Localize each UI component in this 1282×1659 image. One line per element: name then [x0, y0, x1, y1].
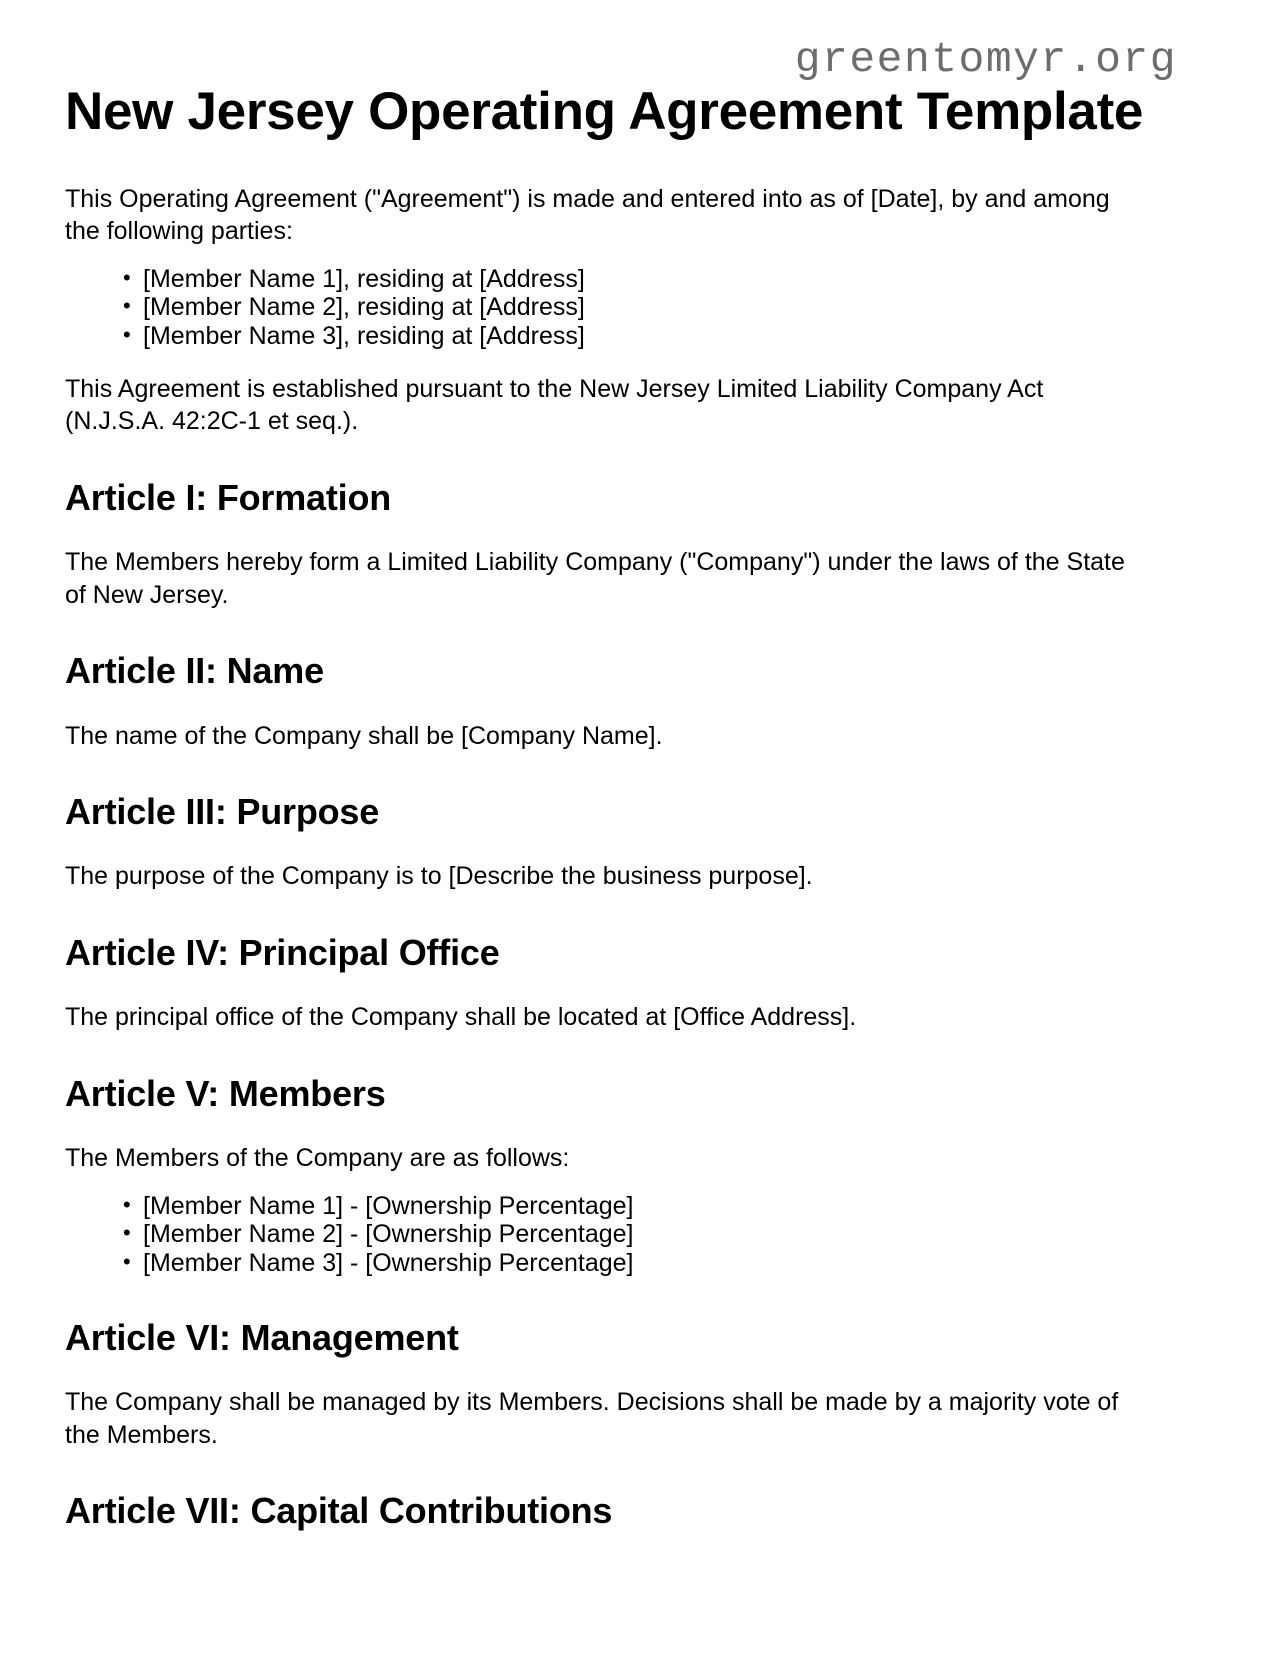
spacer [65, 1451, 1150, 1491]
intro-paragraph: This Operating Agreement ("Agreement") is made and entered into as of [Date], by and among the following parties: [65, 184, 1110, 246]
article-heading-6: Article VI: Management [65, 1316, 459, 1358]
article-body-6: The Company shall be managed by its Members. Decisions shall be made by a majority vote of the Members. [65, 1388, 1119, 1449]
spacer [65, 438, 1150, 478]
article-body-2: The name of the Company shall be [Company Name]. [65, 721, 663, 750]
spacer [65, 1358, 1150, 1386]
article-body-4: The principal office of the Company shall be located at [Office Address]. [65, 1003, 857, 1032]
document-content [65, 0, 1150, 1531]
spacer [65, 1114, 1150, 1142]
list-item: • [Member Name 2], residing at [Address] [125, 293, 1150, 322]
article-heading-5: Article V: Members [65, 1072, 386, 1114]
spacer [65, 611, 1150, 651]
list-item: • [Member Name 3] - [Ownership Percentage] [125, 1249, 1150, 1278]
spacer [65, 1278, 1150, 1318]
list-item: • [Member Name 3], residing at [Address] [125, 322, 1150, 351]
spacer [65, 752, 1150, 792]
article-heading-2: Article II: Name [65, 650, 324, 692]
article-body-3: The purpose of the Company is to [Describe the business purpose]. [65, 862, 813, 891]
article-body-1: The Members hereby form a Limited Liability Company ("Company") under the laws of the State of New Jersey. [65, 548, 1125, 609]
parties-list [65, 265, 1150, 351]
spacer [65, 248, 1150, 265]
list-item: • [Member Name 1], residing at [Address] [125, 265, 1150, 294]
spacer [65, 518, 1150, 546]
site-watermark: greentomyr.org [794, 35, 1177, 84]
list-item: • [Member Name 2] - [Ownership Percentage] [125, 1220, 1150, 1249]
spacer [65, 893, 1150, 933]
spacer [65, 1034, 1150, 1074]
article-body-5: The Members of the Company are as follows: [65, 1144, 570, 1173]
page-title: New Jersey Operating Agreement Template [65, 82, 1144, 141]
spacer [65, 832, 1150, 860]
spacer [65, 351, 1150, 373]
spacer [65, 692, 1150, 720]
spacer [65, 141, 1150, 183]
spacer [65, 1175, 1150, 1192]
article-heading-1: Article I: Formation [65, 476, 392, 518]
article-heading-3: Article III: Purpose [65, 791, 380, 833]
article-heading-7: Article VII: Capital Contributions [65, 1490, 613, 1532]
article-heading-4: Article IV: Principal Office [65, 931, 500, 973]
spacer [65, 973, 1150, 1001]
list-item: • [Member Name 1] - [Ownership Percentage] [125, 1192, 1150, 1221]
statute-paragraph: This Agreement is established pursuant to the New Jersey Limited Liability Company Act (N.J.S.A. 42:2C-1 et seq.). [65, 374, 1044, 436]
ownership-list [65, 1192, 1150, 1278]
